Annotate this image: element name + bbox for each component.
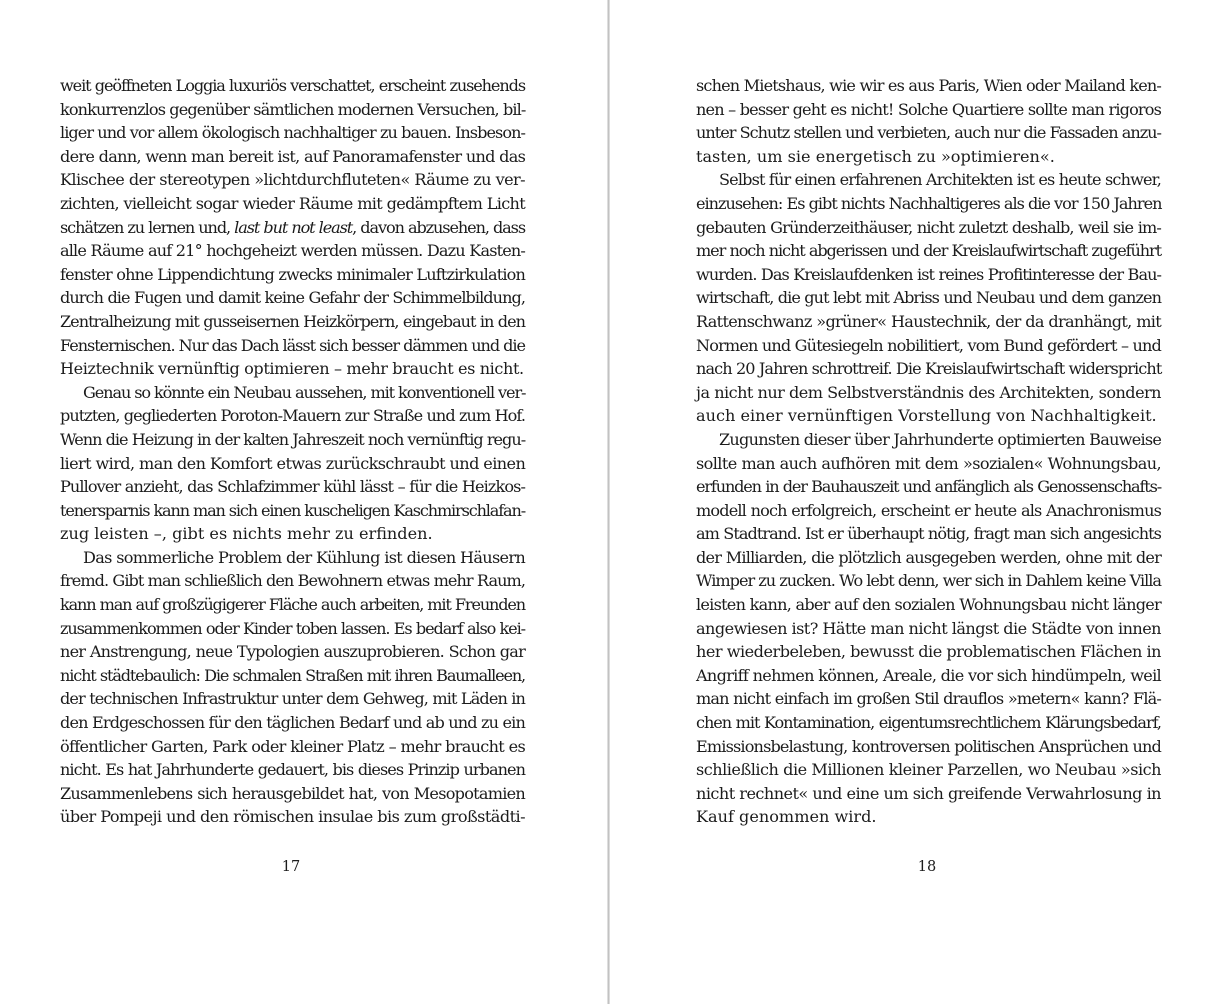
text-line: ner Anstrengung, neue Typologien auszuprobieren. Schon gar (60, 642, 525, 662)
text-line: Zentralheizung mit gusseisernen Heizkörpern, eingebaut in den (60, 311, 525, 331)
text-line: Normen und Gütesiegeln nobilitiert, vom Bund gefördert – und (696, 335, 1161, 355)
text-line: fenster ohne Lippendichtung zwecks minimaler Luftzirkulation (60, 264, 525, 284)
text-line: man nicht einfach im großen Stil drauflos »metern« kann? Flä- (696, 689, 1161, 709)
right-page-body (696, 74, 1161, 829)
text-line: einzusehen: Es gibt nichts Nachhaltigeres als die vor 150 Jahren (696, 193, 1162, 213)
italic-phrase: last but not least (234, 217, 353, 237)
text-line: Wenn die Heizung in der kalten Jahreszeit noch vernünftig regu- (60, 429, 526, 449)
text-line: Rattenschwanz »grüner« Haustechnik, der da dranhängt, mit (696, 311, 1161, 331)
text-line: erfunden in der Bauhauszeit und anfänglich als Genossenschafts- (696, 477, 1161, 497)
text-line: Kauf genommen wird. (696, 807, 877, 827)
right-page-number: 18 (917, 859, 937, 875)
left-page-number: 17 (281, 859, 301, 875)
text-line: Zugunsten dieser über Jahrhunderte optimierten Bauweise (719, 429, 1162, 449)
text-line: Pullover anzieht, das Schlafzimmer kühl lässt – für die Heizkos- (60, 477, 525, 497)
text-run: schätzen zu lernen und, (60, 217, 235, 237)
text-line: chen mit Kontamination, eigentumsrechtlichem Klärungsbedarf, (696, 713, 1161, 733)
text-run: , davon abzusehen, dass (352, 217, 525, 237)
text-line: kann man auf großzügigerer Fläche auch arbeiten, mit Freunden (60, 595, 525, 615)
text-line: zichten, vielleicht sogar wieder Räume mit gedämpftem Licht (60, 193, 525, 213)
text-line: her wiederbeleben, bewusst die problematischen Flächen in (696, 642, 1161, 662)
text-line: weit geöffneten Loggia luxuriös verschattet, erscheint zusehends (60, 76, 525, 95)
text-line: modell noch erfolgreich, erscheint er heute als Anachronismus (696, 500, 1161, 520)
text-line: zusammenkommen oder Kinder toben lassen. Es bedarf also kei- (60, 618, 525, 638)
text-line: den Erdgeschossen für den täglichen Bedarf und ab und zu ein (60, 713, 525, 733)
text-line: tenersparnis kann man sich einen kuscheligen Kaschmirschlafan- (60, 500, 525, 520)
text-line: mer noch nicht abgerissen und der Kreislaufwirtschaft zugeführt (696, 241, 1161, 261)
text-line: liger und vor allem ökologisch nachhaltiger zu bauen. Insbeson- (60, 123, 525, 143)
text-line: der Milliarden, die plötzlich ausgegeben werden, ohne mit der (696, 547, 1161, 567)
text-line: Klischee der stereotypen »lichtdurchfluteten« Räume zu ver- (60, 170, 525, 190)
text-line: sollte man auch aufhören mit dem »sozialen« Wohnungsbau, (696, 453, 1161, 473)
text-line: leisten kann, aber auf den sozialen Wohnungsbau nicht länger (696, 595, 1161, 615)
text-line: wurden. Das Kreislaufdenken ist reines Profitinteresse der Bau- (696, 264, 1161, 284)
text-line: konkurrenzlos gegenüber sämtlichen modernen Versuchen, bil- (60, 99, 526, 119)
text-line: Emissionsbelastung, kontroversen politischen Ansprüchen und (696, 736, 1161, 756)
text-line: Fensternischen. Nur das Dach lässt sich besser dämmen und die (60, 335, 525, 355)
right-page (609, 0, 1218, 1004)
text-line: liert wird, man den Komfort etwas zurückschraubt und einen (60, 453, 526, 473)
text-line: auch einer vernünftigen Vorstellung von Nachhaltigkeit. (696, 406, 1157, 426)
text-line: am Stadtrand. Ist er überhaupt nötig, fragt man sich angesichts (696, 524, 1161, 544)
text-line: fremd. Gibt man schließlich den Bewohnern etwas mehr Raum, (60, 571, 525, 591)
text-line: Genau so könnte ein Neubau aussehen, mit konventionell ver- (83, 382, 526, 402)
text-line: alle Räume auf 21° hochgeheizt werden müssen. Dazu Kasten- (60, 241, 525, 261)
text-line: ja nicht nur dem Selbstverständnis des Architekten, sondern (696, 382, 1161, 402)
text-line: öffentlicher Garten, Park oder kleiner Platz – mehr braucht es (60, 736, 525, 756)
text-line: der technischen Infrastruktur unter dem Gehweg, mit Läden in (60, 689, 525, 709)
text-line: nach 20 Jahren schrottreif. Die Kreislaufwirtschaft widerspricht (696, 359, 1162, 379)
text-line: tasten, um sie energetisch zu »optimieren«. (696, 146, 1055, 166)
text-line: nicht. Es hat Jahrhunderte gedauert, bis dieses Prinzip urbanen (60, 760, 525, 780)
text-line: über Pompeji und den römischen insulae bis zum großstädti- (60, 807, 525, 827)
text-line: nen – besser geht es nicht! Solche Quartiere sollte man rigoros (696, 99, 1161, 119)
text-line: dere dann, wenn man bereit ist, auf Panoramafenster und das (60, 146, 526, 166)
text-line: nicht städtebaulich: Die schmalen Straßen mit ihren Baumalleen, (60, 665, 525, 685)
text-line: gebauten Gründerzeithäuser, nicht zuletzt deshalb, weil sie im- (696, 217, 1161, 237)
text-line (60, 216, 525, 240)
text-line: Wimper zu zucken. Wo lebt denn, wer sich in Dahlem keine Villa (696, 571, 1161, 591)
text-line: zug leisten –, gibt es nichts mehr zu erfinden. (60, 524, 433, 544)
text-line: schen Mietshaus, wie wir es aus Paris, Wien oder Mailand ken- (696, 76, 1161, 95)
text-line: wirtschaft, die gut lebt mit Abriss und Neubau und dem ganzen (696, 288, 1161, 308)
text-line: Zusammenlebens sich herausgebildet hat, von Mesopotamien (60, 783, 525, 803)
text-line: Das sommerliche Problem der Kühlung ist diesen Häusern (83, 547, 525, 567)
left-page-body (60, 74, 525, 829)
text-line: Angriff nehmen können, Areale, die vor sich hindümpeln, weil (696, 665, 1161, 685)
text-line: Heiztechnik vernünftig optimieren – mehr braucht es nicht. (60, 359, 524, 379)
text-line: durch die Fugen und damit keine Gefahr der Schimmelbildung, (60, 288, 525, 308)
text-line: unter Schutz stellen und verbieten, auch nur die Fassaden anzu- (696, 123, 1161, 143)
text-line: Selbst für einen erfahrenen Architekten ist es heute schwer, (719, 170, 1162, 190)
text-line: putzten, gegliederten Poroton-Mauern zur Straße und zum Hof. (60, 406, 525, 426)
text-line: angewiesen ist? Hätte man nicht längst die Städte von innen (696, 618, 1161, 638)
text-line: nicht rechnet« und eine um sich greifende Verwahrlosung in (696, 783, 1161, 803)
text-line: schließlich die Millionen kleiner Parzellen, wo Neubau »sich (696, 760, 1161, 780)
